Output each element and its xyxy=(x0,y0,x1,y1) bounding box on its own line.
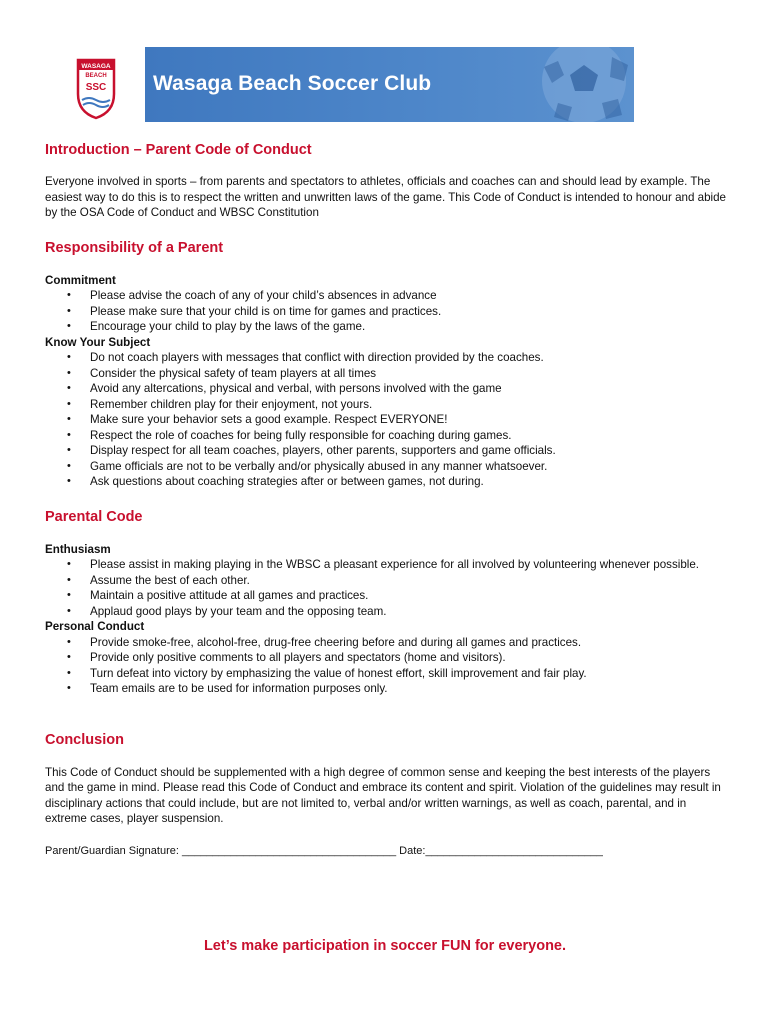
commitment-list xyxy=(45,288,730,335)
commitment-label: Commitment xyxy=(45,273,116,287)
list-item: • Provide only positive comments to all players and spectators (home and visitors). xyxy=(45,650,730,666)
list-item: • Encourage your child to play by the laws of the game. xyxy=(45,319,730,335)
document-header xyxy=(0,0,770,130)
responsibility-heading: Responsibility of a Parent xyxy=(45,239,224,256)
conclusion-paragraph: This Code of Conduct should be supplemented with a high degree of common sense and keeping the best interests of the players and the game in mind. Please read this Code of Conduct and embrace its content and spirit. Violation of the guidelines may result in disciplinary actions that could include, but are not limited to, verbal and/or written warnings, as well as coach, parental, and in extreme cases, player suspension. xyxy=(45,765,721,825)
list-item: • Applaud good plays by your team and the opposing team. xyxy=(45,604,730,620)
list-item: • Avoid any altercations, physical and verbal, with persons involved with the game xyxy=(45,381,730,397)
list-item: • Display respect for all team coaches, players, other parents, supporters and game officials. xyxy=(45,443,730,459)
list-item: • Turn defeat into victory by emphasizing the value of honest effort, skill improvement and fair play. xyxy=(45,666,730,682)
signature-line: Parent/Guardian Signature: ___________________________________ Date:_____________________________ xyxy=(45,844,603,857)
enthusiasm-list xyxy=(45,557,730,619)
enthusiasm-label: Enthusiasm xyxy=(45,542,111,556)
club-banner xyxy=(145,47,634,122)
list-item: • Assume the best of each other. xyxy=(45,573,730,589)
know-your-subject-label: Know Your Subject xyxy=(45,335,151,349)
list-item: • Make sure your behavior sets a good example. Respect EVERYONE! xyxy=(45,412,730,428)
list-item: • Team emails are to be used for information purposes only. xyxy=(45,681,730,697)
club-crest-logo xyxy=(74,56,118,120)
svg-text:BEACH: BEACH xyxy=(85,73,107,79)
svg-text:SSC: SSC xyxy=(85,82,107,93)
list-item: • Consider the physical safety of team players at all times xyxy=(45,366,730,382)
list-item: • Maintain a positive attitude at all games and practices. xyxy=(45,588,730,604)
list-item: • Please assist in making playing in the WBSC a pleasant experience for all involved by volunteering whenever possible. xyxy=(45,557,730,573)
conclusion-heading: Conclusion xyxy=(45,731,124,748)
subject-list xyxy=(45,350,730,490)
parental-code-heading: Parental Code xyxy=(45,508,143,525)
list-item: • Provide smoke-free, alcohol-free, drug-free cheering before and during all games and practices. xyxy=(45,635,730,651)
club-name: Wasaga Beach Soccer Club xyxy=(153,72,432,95)
conduct-list xyxy=(45,635,730,697)
footer-tagline: Let’s make participation in soccer FUN for everyone. xyxy=(203,938,567,954)
list-item: • Remember children play for their enjoyment, not yours. xyxy=(45,397,730,413)
soccer-ball-icon xyxy=(514,47,634,122)
list-item: • Ask questions about coaching strategies after or between games, not during. xyxy=(45,474,730,490)
list-item: • Respect the role of coaches for being fully responsible for coaching during games. xyxy=(45,428,730,444)
svg-text:WASAGA: WASAGA xyxy=(81,63,111,70)
document-body xyxy=(45,140,730,859)
list-item: • Please advise the coach of any of your child’s absences in advance xyxy=(45,288,730,304)
list-item: • Do not coach players with messages that conflict with direction provided by the coaches. xyxy=(45,350,730,366)
list-item: • Game officials are not to be verbally and/or physically abused in any manner whatsoever. xyxy=(45,459,730,475)
intro-heading: Introduction – Parent Code of Conduct xyxy=(45,142,312,158)
list-item: • Please make sure that your child is on time for games and practices. xyxy=(45,304,730,320)
intro-paragraph: Everyone involved in sports – from parents and spectators to athletes, officials and coaches can and should lead by example. The easiest way to do this is to respect the written and unwritten laws of the game. This Code of Conduct is intended to honour and abide by the OSA Code of Conduct and WBSC Constitution xyxy=(45,175,726,219)
personal-conduct-label: Personal Conduct xyxy=(45,620,145,633)
